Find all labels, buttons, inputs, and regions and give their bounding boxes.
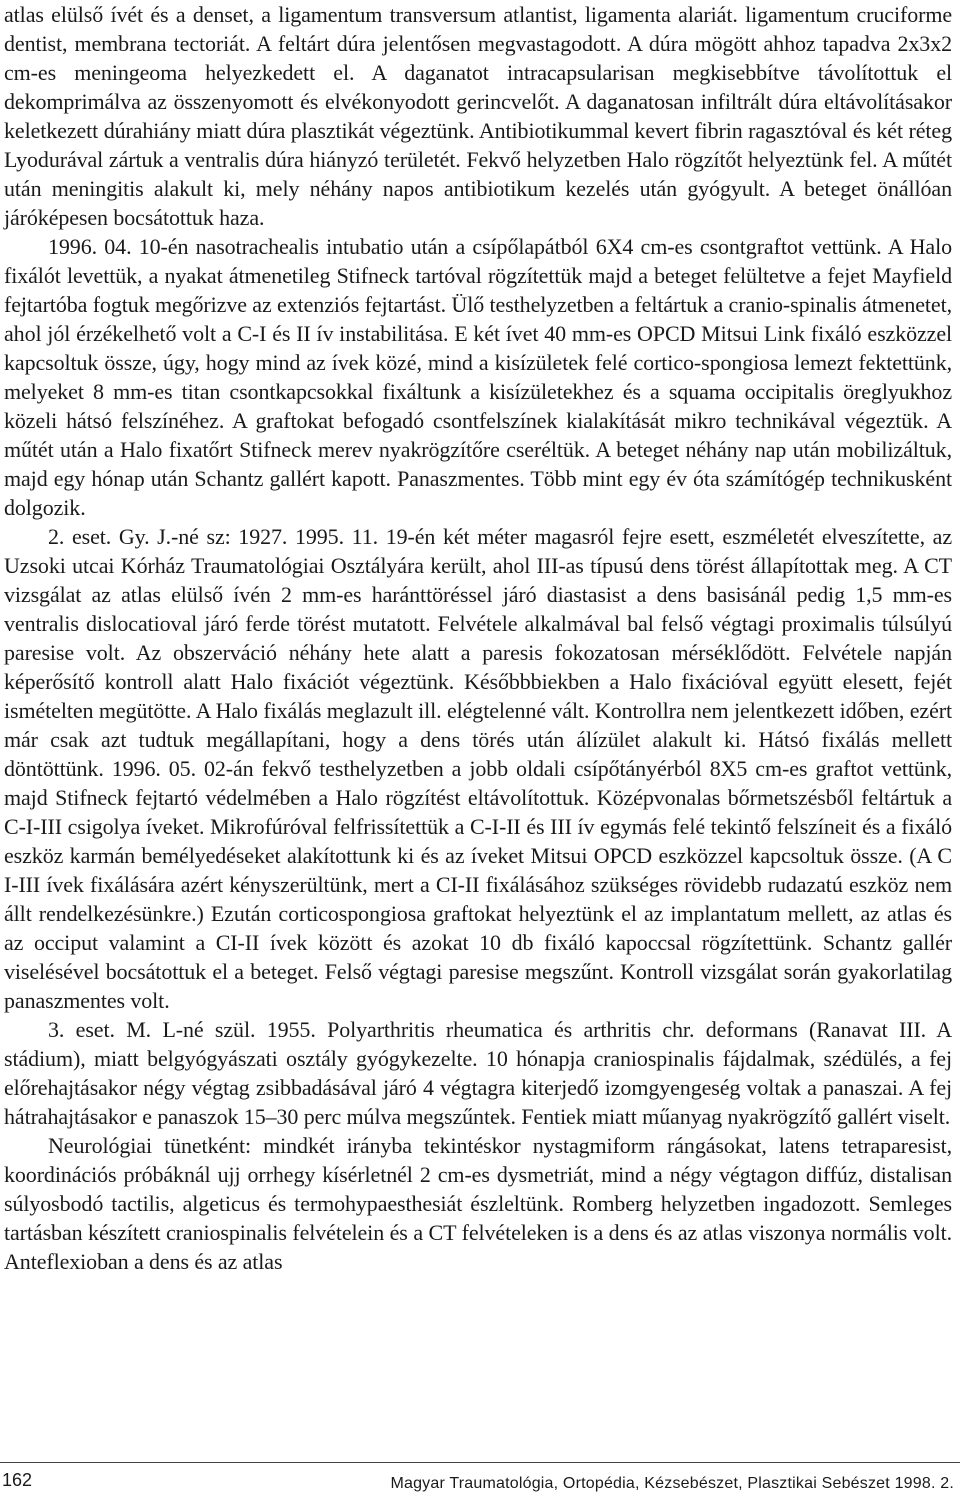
footer-divider <box>0 1462 960 1463</box>
paragraph-case-1-surgery: 1996. 04. 10-én nasotrachealis intubatio után a csípőlapátból 6X4 cm-es csontgraftot vettünk. A Halo fixálót levettük, a nyakat átmenetileg Stifneck tartóval rögzítettük majd a beteget felültetve a fejet Mayfield fejtartóba fogtuk megőrizve az extenziós fejtartást. Ülő testhelyzetben a feltártuk a cranio-spinalis átmenetet, ahol jól érzékelhető volt a C-I és II ív instabilitása. E két ívet 40 mm-es OPCD Mitsui Link fixáló eszközzel kapcsoltuk össze, úgy, hogy mind az ívek közé, mind a kisízületek felé cortico-spongiosa lemezt fektettünk, melyeket 8 mm-es titan csontkapcsokkal fixáltunk a kisízületekhez és a squama occipitalis öreglyukhoz közeli hátsó felszínéhez. A graftokat befogadó csontfelszínek kialakítását mikro technikával végeztük. A műtét után a Halo fixatőrt Stifneck merev nyakrögzítőre cseréltük. A beteget néhány nap után mobilizáltuk, majd egy hónap után Schantz gallért kapott. Panaszmentes. Több mint egy év óta számítógép technikusként dolgozik. <box>4 234 952 520</box>
paragraph-case-3: 3. eset. M. L-né szül. 1955. Polyarthritis rheumatica és arthritis chr. deformans (Ranavat III. A stádium), miatt belgyógyászati osztály gyógykezelte. 10 hónapja craniospinalis fájdalmak, szédülés, a fej előrehajtásakor négy végtag zsibbadásával járó 4 végtagra kiterjedő izomgyengeség voltak a panaszai. A fej hátrahajtásakor e panaszok 15–30 perc múlva megszűntek. Fentiek miatt műanyag nyakrögzítő gallért viselt. <box>4 1017 952 1129</box>
paragraph-case-2: 2. eset. Gy. J.-né sz: 1927. 1995. 11. 19-én két méter magasról fejre esett, eszméletét elveszítette, az Uzsoki utcai Kórház Traumatológiai Osztályára került, ahol III-as típusú dens törést állapítottak meg. A CT vizsgálat az atlas elülső ívén 2 mm-es haránttöréssel járó diastasist a dens basisánál pedig 1,5 mm-es ventralis dislocatioval járó ferde törést mutatott. Felvétele alkalmával bal felső végtagi proximalis túlsúlyú paresise volt. Az obszerváció néhány hete alatt a paresis fokozatosan mérséklődött. Felvétele napján képerősítő kontroll alatt Halo fixációt végeztünk. Későbbbiekben a Halo fixációval együtt elesett, fejét ismételten megütötte. A Halo fixálás meglazult ill. elégtelenné vált. Kontrollra nem jelentkezett időben, ezért már csak azt tudtuk megállapítani, hogy a dens törés után álízület alakult ki. Hátsó fixálás mellett döntöttünk. 1996. 05. 02-án fekvő testhelyzetben a jobb oldali csípőtányérból 8X5 cm-es graftot vettünk, majd Stifneck fejtartó védelmében a Halo rögzítést eltávolítottuk. Középvonalas bőrmetszésből feltártuk a C-I-III csigolya íveket. Mikrofúróval felfrissítettük a C-I-II és III ív egymás felé tekintő felszíneit és a fixáló eszköz karmán bemélyedéseket alakítottunk ki és az íveket Mitsui OPCD eszközzel kapcsoltuk össze. (A C I-III ívek fixálására azért kényszerültünk, mert a CI-II fixálásához szükséges rövidebb rudazatú eszköz nem állt rendelkezésünkre.) Ezután corticospongiosa graftokat helyeztünk el az implantatum mellett, az atlas és az occiput valamint a CI-II ívek között és azokat 10 db fixáló kapoccsal rögzítettünk. Schantz gallér viselésével bocsátottuk el a beteget. Felső végtagi paresise megszűnt. Kontroll vizsgálat során gyakorlatilag panaszmentes volt. <box>4 524 952 1013</box>
paragraph-neurology: Neurológiai tünetként: mindkét irányba tekintéskor nystagmiform rángásokat, latens tetraparesist, koordinációs próbáknál ujj orrhegy kísérletnél 2 cm-es dysmetriát, mind a négy végtagon diffúz, distalisan súlyosbodó tactilis, algeticus és termohypaesthesiát észleltünk. Romberg helyzetben ingadozott. Semleges tartásban készített craniospinalis felvételein és a CT felvételeken is a dens és az atlas viszonya normális volt. Anteflexioban a dens és az atlas <box>4 1133 952 1274</box>
journal-title: Magyar Traumatológia, Ortopédia, Kézsebészet, Plasztikai Sebészet 1998. 2. <box>390 1475 954 1492</box>
paragraph-continued: atlas elülső ívét és a denset, a ligamentum transversum atlantist, ligamenta alariát. ligamentum cruciforme dentist, membrana tectoriát. A feltárt dúra jelentősen megvastagodott. A dúra mögött ahhoz tapadva 2x3x2 cm-es meningeoma helyezkedett el. A daganatot intracapsularisan megkisebbítve távolítottuk el dekomprimálva az összenyomott és elvékonyodott gerincvelőt. A daganatosan infiltrált dúra eltávolításakor keletkezett dúrahiány miatt dúra plasztikát végeztünk. Antibiotikummal kevert fibrin ragasztóval és két réteg Lyodurával zártuk a ventralis dúra hiányzó területét. Fekvő helyzetben Halo rögzítőt helyeztünk fel. A műtét után meningitis alakult ki, mely néhány napos antibiotikum kezelés után gyógyult. A beteget önállóan járóképesen bocsátottuk haza. <box>4 2 952 230</box>
page-number: 162 <box>2 1470 33 1490</box>
page-content <box>4 0 952 1276</box>
article-body <box>4 0 952 1276</box>
page-footer <box>2 1470 954 1496</box>
